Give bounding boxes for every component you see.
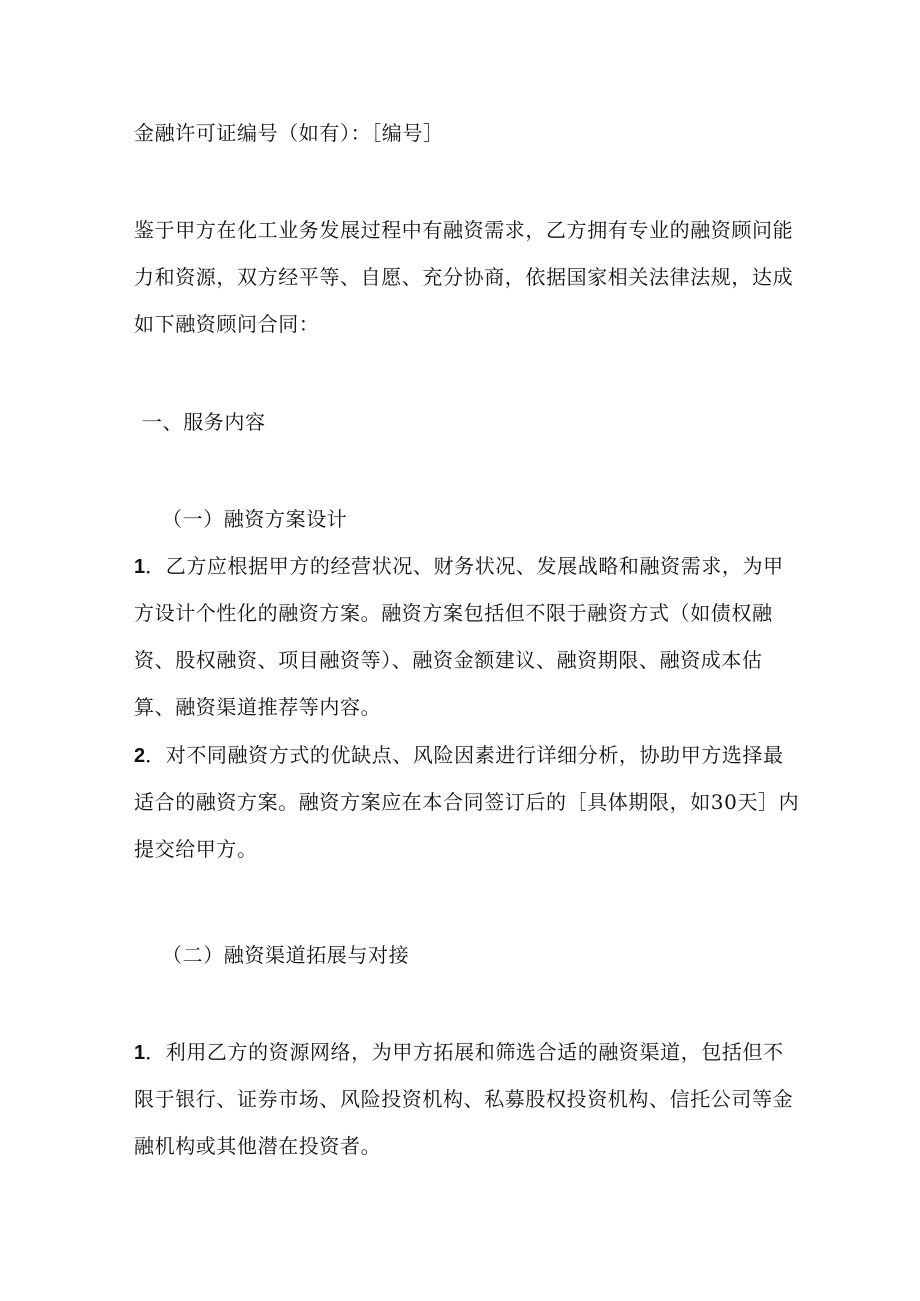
- subsection-2-title: （二）融资渠道拓展与对接: [162, 943, 410, 967]
- item-2-1-text: ．利用乙方的资源网络，为甲方拓展和筛选合适的融资渠道，包括但不: [145, 1040, 784, 1064]
- item-1-2-line-3: 提交给甲方。: [134, 837, 258, 861]
- section-1-title: 一、服务内容: [142, 410, 266, 434]
- item-1-1-number: 1: [134, 556, 146, 578]
- item-2-1-line-3: 融机构或其他潜在投资者。: [134, 1134, 382, 1158]
- subsection-1-title: （一）融资方案设计: [162, 507, 348, 531]
- item-1-2-line-2: 适合的融资方案。融资方案应在本合同签订后的［具体期限，如30天］内: [134, 790, 800, 814]
- preamble-line-1: 鉴于甲方在化工业务发展过程中有融资需求，乙方拥有专业的融资顾问能: [134, 218, 794, 242]
- license-number-line: 金融许可证编号（如有）：［编号］: [134, 121, 444, 145]
- item-1-1-line-1: [134, 554, 784, 579]
- item-1-2-text: ．对不同融资方式的优缺点、风险因素进行详细分析，协助甲方选择最: [145, 743, 784, 767]
- item-2-1-line-2: 限于银行、证券市场、风险投资机构、私募股权投资机构、信托公司等金: [134, 1087, 794, 1111]
- item-1-1-line-2: 方设计个性化的融资方案。融资方案包括但不限于融资方式（如债权融: [134, 601, 773, 625]
- item-1-2-number: 2: [134, 745, 146, 767]
- item-2-1-number: 1: [134, 1042, 146, 1064]
- item-2-1-line-1: [134, 1040, 784, 1065]
- item-1-1-text: ．乙方应根据甲方的经营状况、财务状况、发展战略和融资需求，为甲: [145, 554, 784, 578]
- item-1-1-line-4: 算、融资渠道推荐等内容。: [134, 695, 382, 719]
- item-1-2-line-1: [134, 743, 784, 768]
- preamble-line-3: 如下融资顾问合同：: [134, 312, 320, 336]
- preamble-line-2: 力和资源，双方经平等、自愿、充分协商，依据国家相关法律法规，达成: [134, 265, 794, 289]
- item-1-1-line-3: 资、股权融资、项目融资等）、融资金额建议、融资期限、融资成本估: [134, 648, 763, 672]
